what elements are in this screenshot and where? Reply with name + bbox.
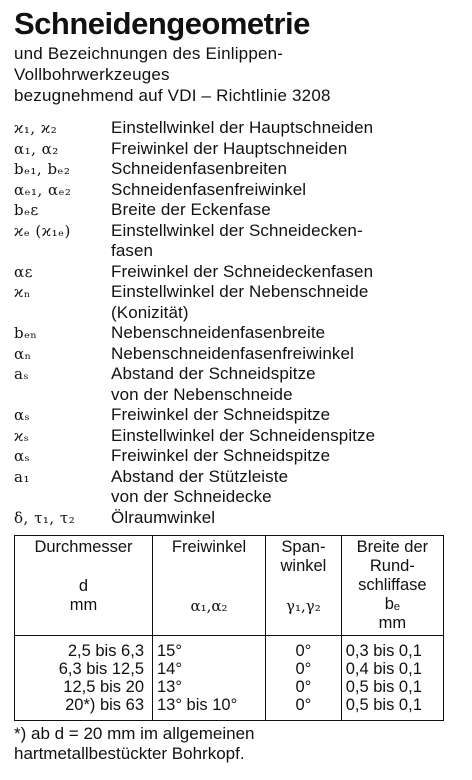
definition-text: Einstellwinkel der Schneidenspitze [111,425,376,445]
table-cell: 20*) bis 63 [65,696,144,714]
header-label: Freiwinkel [171,538,247,556]
symbol: αₙ [14,344,32,363]
symbol: αε [14,262,33,281]
table-cell: 13° bis 10° [157,696,238,714]
column-header-diameter [15,536,153,636]
table-cell: 2,5 bis 6,3 [67,642,144,660]
footnote: *) ab d = 20 mm im allgemeinen hartmetallbestückter Bohrkopf. [14,724,255,763]
definition-row [14,364,462,405]
header-unit: d mm [69,577,98,614]
symbol-definitions [14,118,462,528]
symbol: aₛ [14,365,29,383]
header-symbol: γ₁,γ₂ [286,597,321,615]
table-cell: 0,5 bis 0,1 [345,696,422,714]
clearance-angle-column [153,636,266,721]
diameter-column [15,636,153,721]
header-unit: bₑ mm [378,595,407,632]
table-cell: 0,5 bis 0,1 [345,678,422,696]
definition-row [14,467,462,508]
symbol: ϰₑ (ϰ₁ₑ) [14,221,71,240]
definition-text: Nebenschneidenfasenbreite [111,323,326,342]
definition-row [14,282,462,323]
definition-row [14,200,462,221]
definition-text: Einstellwinkel der Hauptschneiden [111,118,374,137]
definition-text: Ölraumwinkel [111,507,216,527]
table-cell: 0° [295,660,312,678]
table-cell: 14° [157,660,182,678]
definition-row [14,139,462,160]
symbol: αₛ [14,447,31,465]
header-label: Breite der Rund- schliffase [356,538,429,594]
definition-text: Freiwinkel der Schneidspitze [111,446,331,465]
definition-text: Einstellwinkel der Schneidecken- fasen [111,220,363,260]
definition-text: Schneidenfasenbreiten [111,159,288,178]
table-cell: 6,3 bis 12,5 [58,660,144,678]
table-cell: 0° [295,678,312,696]
definition-text: Freiwinkel der Schneideckenfasen [111,261,374,281]
definition-row [14,221,462,262]
table-cell: 0° [295,642,312,660]
table-cell: 12,5 bis 20 [63,678,144,696]
table-data-row [15,636,444,721]
definition-row [14,118,462,139]
symbol: bₑₙ [14,324,38,342]
table-header-row [15,536,444,636]
page-title: Schneidengeometrie [14,6,310,41]
subtitle-line: und Bezeichnungen des Einlippen- [14,44,284,63]
rake-angle-column [266,636,342,721]
symbol: ϰ₁, ϰ₂ [14,119,58,137]
column-header-rake-angle [266,536,342,636]
definition-row [14,344,462,365]
symbol: δ, τ₁, τ₂ [14,508,76,527]
column-header-land-width [341,536,443,636]
definition-row [14,405,462,426]
geometry-table [14,535,444,721]
header-label: Span- winkel [280,538,327,575]
symbol: bₑε [14,201,39,219]
symbol: a₁ [14,467,30,486]
column-header-clearance-angle [153,536,266,636]
definition-row [14,426,462,447]
definition-text: Abstand der Schneidspitze von der Nebenschneide [111,364,316,404]
definition-text: Einstellwinkel der Nebenschneide (Konizität) [111,282,369,322]
table-cell: 13° [157,678,182,696]
subtitle-line: bezugnehmend auf VDI – Richtlinie 3208 [14,86,331,105]
table-cell: 0° [295,696,312,714]
land-width-column [341,636,443,721]
definition-row [14,262,462,283]
symbol: ϰₙ [14,283,31,301]
definition-text: Nebenschneidenfasenfreiwinkel [111,343,354,363]
header-symbol: α₁,α₂ [190,597,228,615]
symbol: bₑ₁, bₑ₂ [14,160,71,178]
table-cell: 0,4 bis 0,1 [345,660,422,678]
symbol: αₛ [14,406,31,424]
definition-text: Breite der Eckenfase [111,200,271,219]
definition-text: Schneidenfasenfreiwinkel [111,179,307,199]
symbol: ϰₛ [14,426,30,445]
definition-row [14,323,462,344]
definition-text: Freiwinkel der Schneidspitze [111,405,331,424]
symbol: αₑ₁, αₑ₂ [14,180,72,199]
table-cell: 15° [157,642,182,660]
definition-row [14,159,462,180]
table-cell: 0,3 bis 0,1 [345,642,422,660]
subtitle [14,43,454,106]
definition-row [14,180,462,201]
definition-row [14,508,462,529]
definition-text: Abstand der Stützleiste von der Schneidecke [111,466,289,506]
definition-text: Freiwinkel der Hauptschneiden [111,138,348,158]
header-label: Durchmesser [34,538,133,556]
subtitle-line: Vollbohrwerkzeuges [14,65,170,84]
symbol: α₁, α₂ [14,139,59,158]
definition-row [14,446,462,467]
